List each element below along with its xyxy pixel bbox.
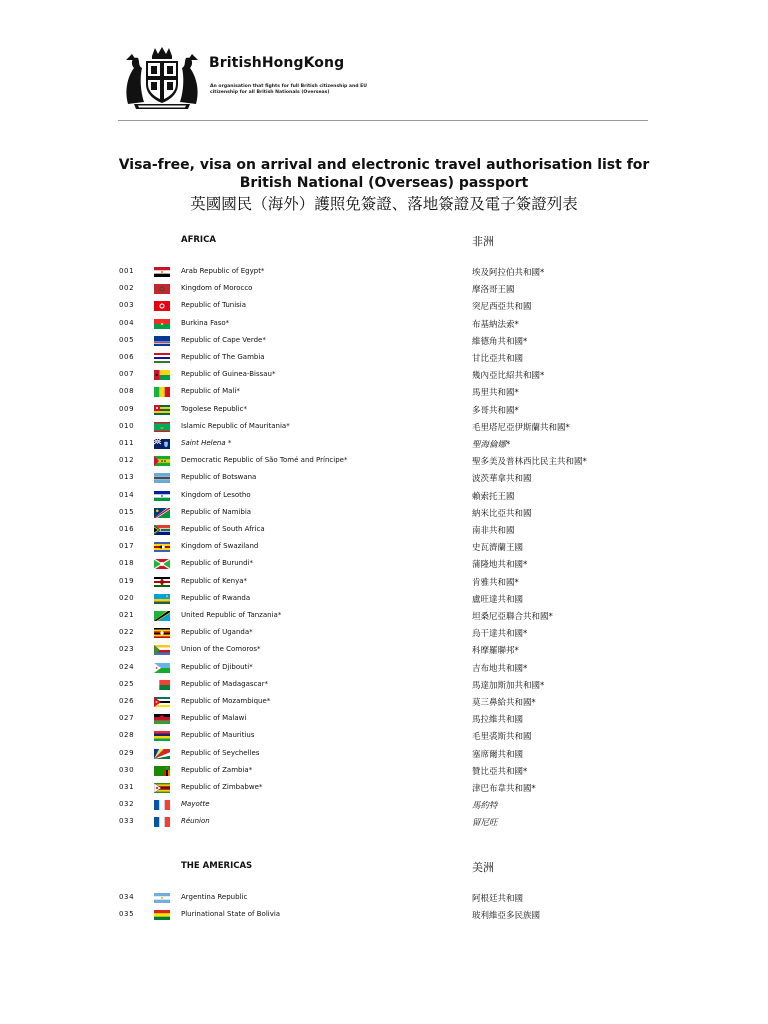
country-name-chinese: 蒲隆地共和國* xyxy=(472,560,528,571)
country-name-chinese: 多哥共和國* xyxy=(472,405,519,416)
country-row xyxy=(0,890,768,906)
title-chinese: 英國國民（海外）護照免簽證、落地簽證及電子簽證列表 xyxy=(190,195,578,213)
country-name-chinese: 坦桑尼亞聯合共和國* xyxy=(472,612,553,622)
swaziland-flag-icon xyxy=(154,542,170,552)
country-name-chinese: 留尼旺 xyxy=(472,818,498,829)
country-name-english: Republic of Mozambique* xyxy=(181,697,271,705)
kenya-flag-icon xyxy=(154,577,170,587)
row-number: 013 xyxy=(119,473,135,482)
country-name-english: Réunion xyxy=(181,817,210,826)
row-number: 009 xyxy=(119,404,135,413)
section-header xyxy=(0,856,768,878)
country-name-english: Republic of South Africa xyxy=(181,525,265,533)
south-africa-flag-icon xyxy=(154,525,170,535)
country-row xyxy=(0,780,768,796)
country-row xyxy=(0,281,768,297)
row-number: 034 xyxy=(119,892,135,901)
country-name-chinese: 贊比亞共和國* xyxy=(472,766,528,777)
row-number: 011 xyxy=(119,439,135,447)
country-row xyxy=(0,488,768,504)
country-name-chinese: 毛里裘斯共和國 xyxy=(472,732,532,743)
row-number: 026 xyxy=(119,697,135,705)
row-number: 028 xyxy=(119,731,135,740)
country-row xyxy=(0,694,768,710)
row-number: 004 xyxy=(119,318,135,327)
country-name-english: Republic of Djibouti* xyxy=(181,662,253,671)
row-number: 002 xyxy=(119,284,135,293)
country-row xyxy=(0,574,768,590)
crest-logo-icon xyxy=(122,46,202,110)
country-name-chinese: 馬里共和國* xyxy=(472,388,519,399)
gambia-flag-icon xyxy=(154,353,170,363)
country-name-chinese: 吉布地共和國* xyxy=(472,663,528,674)
country-name-chinese: 馬拉維共和國 xyxy=(472,715,524,726)
country-row xyxy=(0,316,768,332)
country-name-english: Republic of Rwanda xyxy=(181,593,251,602)
country-row xyxy=(0,814,768,830)
country-row xyxy=(0,591,768,607)
country-name-english: Republic of Namibia xyxy=(181,507,252,516)
country-name-chinese: 毛里塔尼亞伊斯蘭共和國* xyxy=(472,422,570,433)
country-row xyxy=(0,728,768,744)
country-name-english: Republic of Madagascar* xyxy=(181,679,269,688)
rwanda-flag-icon xyxy=(154,594,170,604)
country-name-chinese: 史瓦濟蘭王國 xyxy=(472,543,524,554)
uganda-flag-icon xyxy=(154,628,170,638)
country-name-chinese: 摩洛哥王國 xyxy=(472,285,515,296)
document-title xyxy=(100,156,668,215)
row-number: 023 xyxy=(119,645,135,654)
country-name-chinese: 埃及阿拉伯共和國* xyxy=(472,268,545,278)
country-name-english: Kingdom of Lesotho xyxy=(181,490,251,499)
country-name-english: Republic of Kenya* xyxy=(181,576,248,585)
mauritius-flag-icon xyxy=(154,731,170,741)
country-row xyxy=(0,608,768,624)
country-row xyxy=(0,556,768,572)
country-row xyxy=(0,746,768,762)
header-divider xyxy=(118,120,648,121)
country-name-english: Mayotte xyxy=(181,800,210,809)
row-number: 027 xyxy=(119,714,135,723)
org-name: BritishHongKong xyxy=(209,55,345,71)
country-name-chinese: 阿根廷共和國 xyxy=(472,893,524,904)
country-name-english: Republic of Guinea-Bissau* xyxy=(181,370,276,379)
row-number: 005 xyxy=(119,335,135,344)
mauritania-flag-icon xyxy=(154,422,170,432)
country-row xyxy=(0,522,768,538)
namibia-flag-icon xyxy=(154,508,170,518)
row-number: 018 xyxy=(119,559,135,568)
row-number: 017 xyxy=(119,542,135,551)
country-name-english: Republic of Uganda* xyxy=(181,628,253,637)
mali-flag-icon xyxy=(154,387,170,397)
country-name-chinese: 聖海倫娜* xyxy=(472,440,511,450)
country-name-english: Kingdom of Swaziland xyxy=(181,542,259,551)
country-name-english: Togolese Republic* xyxy=(181,404,247,413)
country-name-chinese: 烏干達共和國* xyxy=(472,629,528,640)
argentina-flag-icon xyxy=(154,893,170,903)
country-name-english: Republic of The Gambia xyxy=(181,353,265,361)
title-english: Visa-free, visa on arrival and electronic travel authorisation list for British National (Overseas) passport xyxy=(118,157,650,191)
country-row xyxy=(0,505,768,521)
country-name-english: Islamic Republic of Mauritania* xyxy=(181,421,290,430)
malawi-flag-icon xyxy=(154,714,170,724)
country-row xyxy=(0,797,768,813)
row-number: 020 xyxy=(119,593,135,602)
lesotho-flag-icon xyxy=(154,491,170,501)
section-title-english: AFRICA xyxy=(181,235,216,245)
row-number: 019 xyxy=(119,576,135,585)
guinea-bissau-flag-icon xyxy=(154,370,170,380)
burundi-flag-icon xyxy=(154,559,170,569)
country-name-english: Republic of Mauritius xyxy=(181,731,255,740)
country-name-chinese: 聖多美及普林西比民主共和國* xyxy=(472,457,587,468)
mozambique-flag-icon xyxy=(154,697,170,707)
egypt-flag-icon xyxy=(154,267,170,277)
country-row xyxy=(0,333,768,349)
section-header xyxy=(0,230,768,252)
country-row xyxy=(0,660,768,676)
france-flag-icon xyxy=(154,817,170,827)
section-title-english: THE AMERICAS xyxy=(181,860,253,871)
country-row xyxy=(0,625,768,641)
country-row xyxy=(0,384,768,400)
row-number: 029 xyxy=(119,748,135,757)
country-name-chinese: 津巴布韋共和國* xyxy=(472,784,536,794)
row-number: 025 xyxy=(119,679,135,688)
country-name-english: Republic of Zimbabwe* xyxy=(181,783,263,791)
country-name-english: Union of the Comoros* xyxy=(181,645,261,654)
zambia-flag-icon xyxy=(154,766,170,776)
country-row xyxy=(0,763,768,779)
org-header xyxy=(122,46,372,112)
country-name-english: Republic of Malawi xyxy=(181,714,247,723)
row-number: 001 xyxy=(119,267,135,275)
country-name-english: Saint Helena * xyxy=(181,439,232,447)
togo-flag-icon xyxy=(154,405,170,415)
country-row xyxy=(0,402,768,418)
madagascar-flag-icon xyxy=(154,680,170,690)
country-name-english: Republic of Botswana xyxy=(181,473,257,482)
country-name-chinese: 塞席爾共和國 xyxy=(472,749,524,760)
country-name-english: Plurinational State of Bolivia xyxy=(181,909,281,918)
burkina-faso-flag-icon xyxy=(154,319,170,329)
country-name-chinese: 馬達加斯加共和國* xyxy=(472,680,545,691)
row-number: 008 xyxy=(119,387,135,396)
country-name-chinese: 盧旺達共和國 xyxy=(472,594,524,605)
country-name-english: Republic of Burundi* xyxy=(181,559,253,568)
country-name-chinese: 玻利維亞多民族國 xyxy=(472,910,541,921)
country-row xyxy=(0,539,768,555)
country-row xyxy=(0,642,768,658)
row-number: 010 xyxy=(119,421,135,430)
botswana-flag-icon xyxy=(154,473,170,483)
country-name-chinese: 甘比亞共和國 xyxy=(472,354,524,364)
seychelles-flag-icon xyxy=(154,749,170,759)
section-title-chinese: 非洲 xyxy=(472,235,494,248)
country-name-chinese: 幾內亞比紹共和國* xyxy=(472,371,545,382)
sao-tome-flag-icon xyxy=(154,456,170,466)
country-name-english: Kingdom of Morocco xyxy=(181,284,253,293)
row-number: 014 xyxy=(119,490,135,499)
country-row xyxy=(0,453,768,469)
country-row xyxy=(0,419,768,435)
tanzania-flag-icon xyxy=(154,611,170,621)
country-name-chinese: 布基納法索* xyxy=(472,319,519,330)
row-number: 022 xyxy=(119,628,135,637)
country-name-english: Republic of Cape Verde* xyxy=(181,335,266,344)
section-title-chinese: 美洲 xyxy=(472,860,494,874)
country-name-english: Democratic Republic of São Tomé and Príncipe* xyxy=(181,456,348,465)
comoros-flag-icon xyxy=(154,645,170,655)
country-name-chinese: 維德角共和國* xyxy=(472,336,528,347)
country-row xyxy=(0,711,768,727)
djibouti-flag-icon xyxy=(154,663,170,673)
row-number: 031 xyxy=(119,783,135,791)
zimbabwe-flag-icon xyxy=(154,783,170,793)
row-number: 003 xyxy=(119,301,135,310)
cape-verde-flag-icon xyxy=(154,336,170,346)
bolivia-flag-icon xyxy=(154,910,170,920)
saint-helena-flag-icon xyxy=(154,439,170,449)
org-tagline: An organisation that fights for full British citizenship and EU citizenship for all British Nationals (Overseas) xyxy=(210,84,368,96)
country-row xyxy=(0,367,768,383)
country-name-chinese: 馬約特 xyxy=(472,801,498,812)
tunisia-flag-icon xyxy=(154,301,170,311)
country-name-chinese: 賴索托王國 xyxy=(472,491,515,502)
row-number: 007 xyxy=(119,370,135,379)
row-number: 032 xyxy=(119,800,135,809)
row-number: 024 xyxy=(119,662,135,671)
country-name-english: Burkina Faso* xyxy=(181,318,230,327)
row-number: 021 xyxy=(119,611,135,619)
country-name-english: Argentina Republic xyxy=(181,892,248,901)
country-name-chinese: 肯雅共和國* xyxy=(472,577,519,588)
row-number: 033 xyxy=(119,817,135,826)
country-name-english: Republic of Tunisia xyxy=(181,301,247,310)
country-name-chinese: 科摩羅聯邦* xyxy=(472,646,519,657)
row-number: 035 xyxy=(119,909,135,918)
row-number: 015 xyxy=(119,507,135,516)
country-row xyxy=(0,470,768,486)
country-name-chinese: 波茨華拿共和國 xyxy=(472,474,532,485)
country-name-english: Republic of Seychelles xyxy=(181,748,260,757)
country-name-english: Republic of Mali* xyxy=(181,387,240,396)
france-flag-icon xyxy=(154,800,170,810)
country-row xyxy=(0,298,768,314)
country-name-english: Arab Republic of Egypt* xyxy=(181,267,265,275)
country-name-english: Republic of Zambia* xyxy=(181,765,253,774)
country-row xyxy=(0,677,768,693)
country-name-english: United Republic of Tanzania* xyxy=(181,611,282,619)
country-name-chinese: 南非共和國 xyxy=(472,526,515,536)
country-name-chinese: 納米比亞共和國 xyxy=(472,508,532,519)
row-number: 006 xyxy=(119,353,135,361)
country-name-chinese: 突尼西亞共和國 xyxy=(472,302,532,313)
country-row xyxy=(0,264,768,280)
row-number: 012 xyxy=(119,456,135,465)
row-number: 016 xyxy=(119,525,135,533)
morocco-flag-icon xyxy=(154,284,170,294)
country-row xyxy=(0,350,768,366)
country-row xyxy=(0,436,768,452)
row-number: 030 xyxy=(119,765,135,774)
country-row xyxy=(0,907,768,923)
country-name-chinese: 莫三鼻給共和國* xyxy=(472,698,536,708)
